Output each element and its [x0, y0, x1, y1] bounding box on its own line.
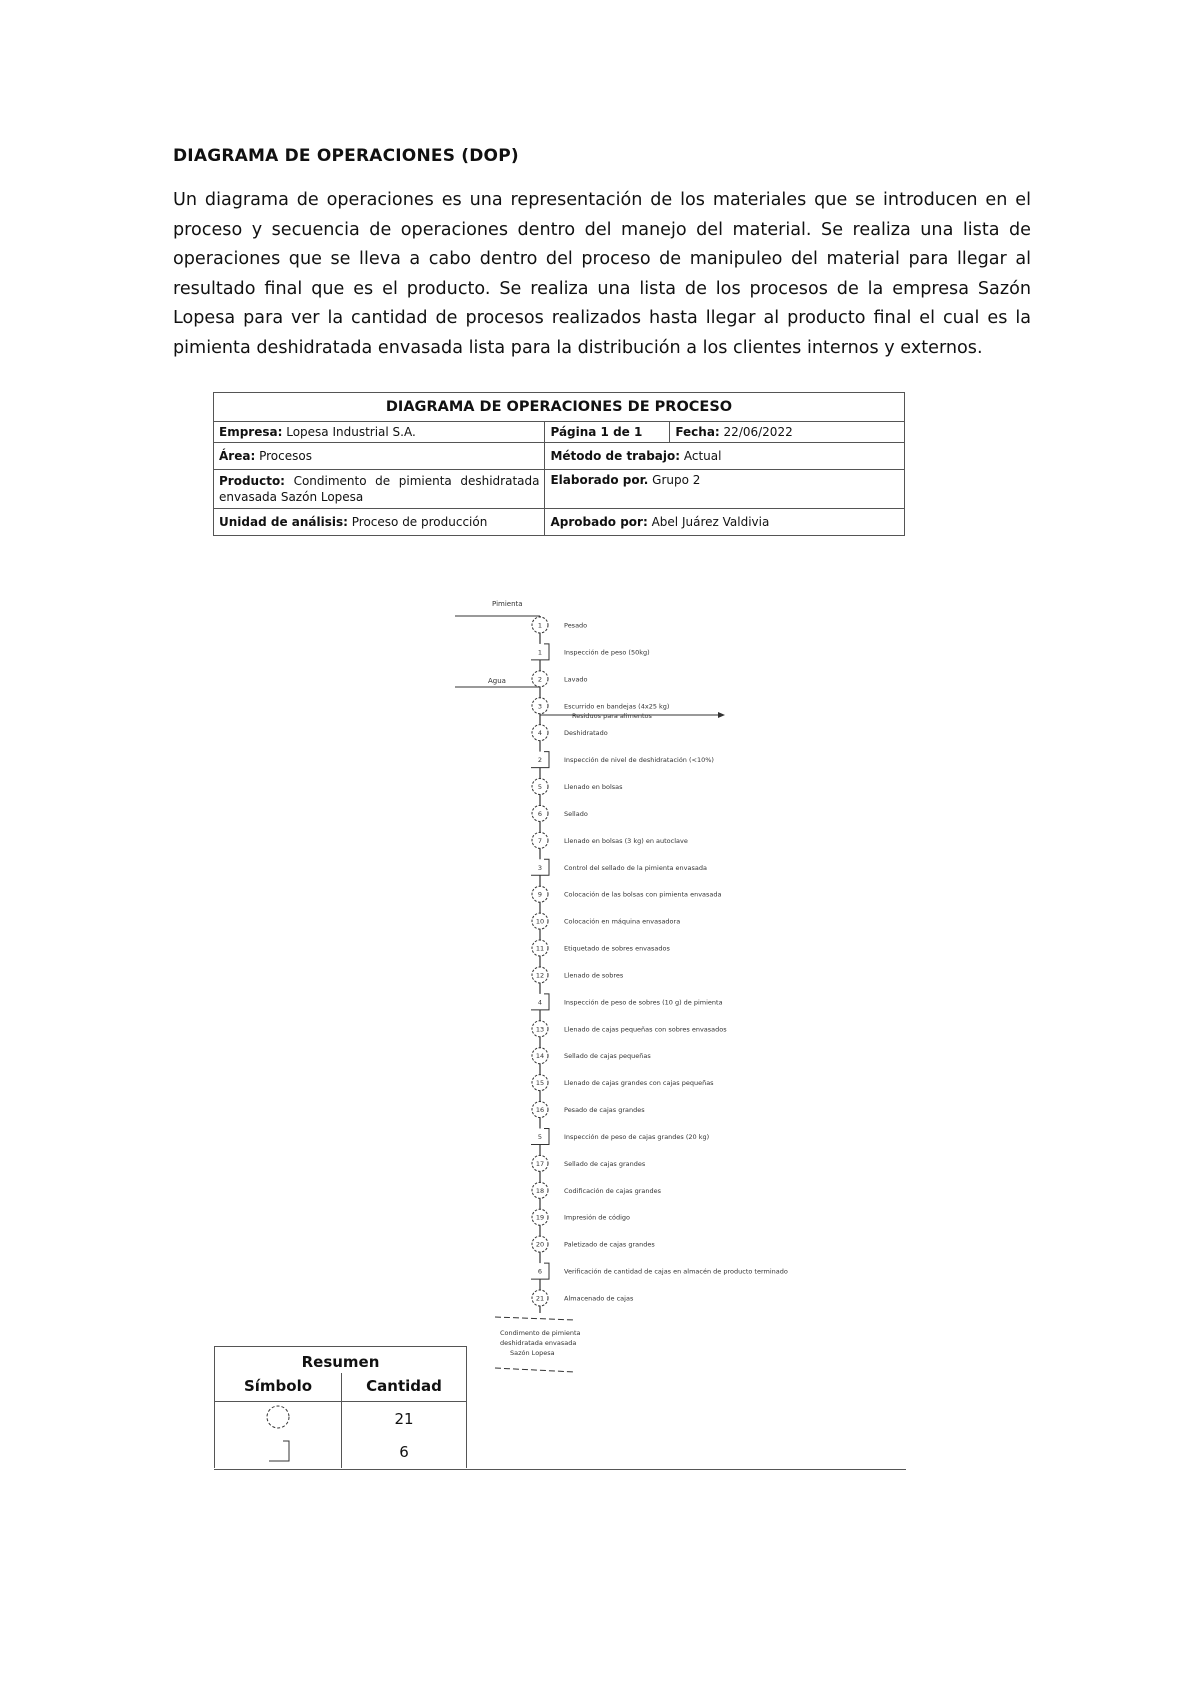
step-number: 18 — [535, 1186, 545, 1195]
step-label: Codificación de cajas grandes — [564, 1186, 662, 1195]
metodo-value: Actual — [683, 449, 722, 463]
step-label: Llenado en bolsas — [564, 783, 623, 792]
summary-table — [214, 1346, 467, 1468]
empresa-value: Lopesa Industrial S.A. — [286, 425, 416, 439]
inspection-step — [531, 1128, 709, 1144]
pagina-cell — [545, 422, 670, 443]
output-label: Residuos para alimentos — [572, 712, 652, 720]
empresa-cell — [214, 422, 545, 443]
operation-step — [532, 617, 587, 633]
output-arrowhead — [718, 712, 725, 718]
fecha-value: 22/06/2022 — [723, 425, 793, 439]
step-label: Sellado de cajas grandes — [564, 1159, 646, 1168]
flow-output — [540, 712, 725, 720]
inspection-step — [531, 994, 723, 1010]
operation-step — [532, 940, 670, 956]
operation-step — [532, 1075, 714, 1091]
empresa-label: Empresa: — [219, 425, 283, 439]
operation-step — [532, 832, 688, 848]
summary-title: Resumen — [215, 1347, 467, 1374]
step-number: 15 — [535, 1079, 545, 1088]
intro-paragraph: Un diagrama de operaciones es una representación de los materiales que se introducen en el proceso y secuencia de operaciones dentro del manejo del material. Se realiza una lista de operaciones que se lleva a cabo dentro del proceso de manipuleo del material para llegar al resultado final que es el producto. Se realiza una lista de los procesos de la empresa Sazón Lopesa para ver la cantidad de procesos realizados hasta llegar al producto final el cual es la pimienta deshidratada envasada lista para la distribución a los clientes internos y externos. — [173, 190, 1031, 358]
operations-flow-diagram — [440, 585, 788, 1385]
step-number: 21 — [535, 1294, 545, 1303]
step-number: 1 — [537, 621, 543, 630]
step-number: 4 — [537, 729, 543, 738]
area-label: Área: — [219, 449, 256, 463]
step-number: 5 — [537, 783, 543, 792]
operation-step — [532, 1182, 662, 1198]
operation-step — [532, 1102, 645, 1118]
final-line-top — [495, 1317, 575, 1320]
elaborado-value: Grupo 2 — [652, 473, 701, 487]
step-number: 1 — [537, 648, 543, 657]
step-number: 20 — [535, 1240, 545, 1249]
step-label: Sellado de cajas pequeñas — [564, 1052, 651, 1061]
step-label: Paletizado de cajas grandes — [564, 1240, 655, 1249]
step-label: Impresión de código — [564, 1213, 631, 1222]
step-number: 2 — [537, 675, 543, 684]
summary-col-count: Cantidad — [342, 1373, 467, 1402]
unidad-value: Proceso de producción — [351, 515, 488, 529]
summary-symbol-inspection — [215, 1436, 342, 1468]
header-title: DIAGRAMA DE OPERACIONES DE PROCESO — [214, 393, 905, 422]
step-label: Lavado — [564, 675, 588, 684]
final-label-line-1: Condimento de pimienta — [500, 1329, 581, 1337]
operation-step — [532, 913, 680, 929]
step-label: Etiquetado de sobres envasados — [564, 944, 670, 953]
fecha-cell — [670, 422, 905, 443]
step-label: Llenado de cajas pequeñas con sobres envasados — [564, 1025, 727, 1034]
inspection-step — [531, 644, 650, 660]
producto-label: Producto: — [219, 474, 285, 488]
step-label: Inspección de peso (50kg) — [564, 648, 650, 657]
pagina-label: Página 1 de 1 — [550, 425, 643, 439]
step-number: 9 — [537, 890, 543, 899]
area-value: Procesos — [259, 449, 312, 463]
step-label: Pesado de cajas grandes — [564, 1106, 645, 1115]
operation-step — [532, 1021, 727, 1037]
step-number: 7 — [537, 836, 543, 845]
step-number: 11 — [535, 944, 545, 953]
operation-step — [532, 886, 722, 902]
page-title: DIAGRAMA DE OPERACIONES (DOP) — [173, 146, 519, 166]
operation-step — [532, 805, 588, 821]
summary-col-symbol: Símbolo — [215, 1373, 342, 1402]
producto-value: Condimento de pimienta deshidratada envasada Sazón Lopesa — [219, 474, 540, 504]
operation-step — [532, 1155, 646, 1171]
step-label: Llenado de sobres — [564, 971, 624, 980]
step-number: 4 — [537, 998, 543, 1007]
bottom-rule — [214, 1469, 906, 1470]
operation-step — [532, 1290, 634, 1306]
metodo-cell — [545, 443, 905, 470]
step-label: Deshidratado — [564, 729, 608, 738]
step-label: Sellado — [564, 809, 588, 818]
operation-step — [532, 1209, 630, 1225]
unidad-cell — [214, 509, 545, 536]
step-number: 6 — [537, 1267, 543, 1276]
elaborado-label: Elaborado por. — [550, 473, 649, 487]
step-number: 17 — [535, 1159, 545, 1168]
final-label-line-2: deshidratada envasada — [500, 1339, 577, 1347]
operation-step — [532, 1236, 655, 1252]
step-number: 19 — [535, 1213, 545, 1222]
unidad-label: Unidad de análisis: — [219, 515, 348, 529]
flow-steps — [531, 617, 788, 1306]
elaborado-cell — [545, 470, 905, 509]
step-number: 6 — [537, 809, 543, 818]
step-label: Escurrido en bandejas (4x25 kg) — [564, 702, 670, 711]
inspection-square-icon — [263, 1437, 293, 1463]
step-label: Colocación de las bolsas con pimienta envasada — [564, 890, 722, 899]
step-label: Control del sellado de la pimienta envasada — [564, 863, 707, 872]
step-label: Inspección de peso de sobres (10 g) de pimienta — [564, 998, 723, 1007]
step-number: 14 — [535, 1052, 545, 1061]
step-label: Llenado de cajas grandes con cajas pequeñas — [564, 1079, 714, 1088]
producto-cell — [214, 470, 545, 509]
aprobado-label: Aprobado por: — [550, 515, 648, 529]
area-cell — [214, 443, 545, 470]
inspection-step — [531, 859, 707, 875]
step-label: Almacenado de cajas — [564, 1294, 634, 1303]
operation-circle-icon — [263, 1403, 293, 1431]
flow-inputs — [455, 600, 543, 687]
step-label: Inspección de nivel de deshidratación (<10%) — [564, 756, 714, 765]
summary-count-operation: 21 — [342, 1402, 467, 1437]
summary-count-inspection: 6 — [342, 1436, 467, 1468]
step-number: 10 — [535, 917, 545, 926]
operation-step — [532, 725, 608, 741]
summary-symbol-operation — [215, 1402, 342, 1437]
step-number: 3 — [537, 702, 543, 711]
final-label-line-3: Sazón Lopesa — [510, 1349, 555, 1357]
operation-step — [532, 671, 588, 687]
operation-step — [532, 779, 623, 795]
step-label: Verificación de cantidad de cajas en almacén de producto terminado — [564, 1267, 788, 1276]
fecha-label: Fecha: — [675, 425, 720, 439]
step-label: Llenado en bolsas (3 kg) en autoclave — [564, 836, 688, 845]
step-label: Colocación en máquina envasadora — [564, 917, 681, 926]
step-label: Inspección de peso de cajas grandes (20 kg) — [564, 1132, 710, 1141]
step-number: 12 — [535, 971, 545, 980]
process-header-table — [213, 392, 905, 536]
input-label-2: Agua — [488, 677, 506, 685]
metodo-label: Método de trabajo: — [550, 449, 681, 463]
summary-section — [214, 1346, 906, 1468]
step-label: Pesado — [564, 621, 588, 630]
input-label-1: Pimienta — [492, 600, 523, 608]
operation-step — [532, 967, 624, 983]
step-number: 13 — [535, 1025, 545, 1034]
inspection-step — [531, 752, 714, 768]
step-number: 2 — [537, 756, 543, 765]
operation-step — [532, 1048, 651, 1064]
step-number: 16 — [535, 1106, 545, 1115]
step-number: 3 — [537, 863, 543, 872]
aprobado-value: Abel Juárez Valdivia — [651, 515, 770, 529]
aprobado-cell — [545, 509, 905, 536]
step-number: 5 — [537, 1132, 543, 1141]
inspection-step — [531, 1263, 788, 1279]
